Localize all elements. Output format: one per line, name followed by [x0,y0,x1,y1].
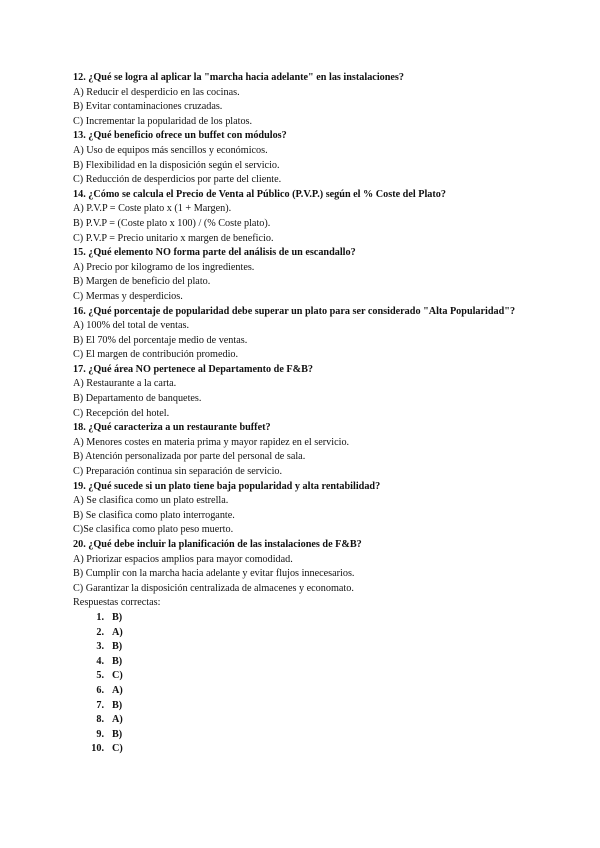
question-block [73,71,533,129]
question-title: 19. ¿Qué sucede si un plato tiene baja popularidad y alta rentabilidad? [73,480,381,492]
answer-option: C) Garantizar la disposición centralizada de almacenes y economato. [73,582,354,594]
answers-title: Respuestas correctas: [73,597,161,609]
answer-key-number: 2. [96,626,104,638]
answer-key-value: B) [112,699,123,711]
answer-option: A) Uso de equipos más sencillos y económicos. [73,144,268,156]
answer-key-item [73,713,533,728]
answer-option: A) Precio por kilogramo de los ingredientes. [73,261,255,273]
answer-option: C) P.V.P = Precio unitario x margen de beneficio. [73,232,274,244]
question-title: 13. ¿Qué beneficio ofrece un buffet con módulos? [73,130,287,142]
question-block [73,188,533,246]
answer-option: A) Priorizar espacios amplios para mayor comodidad. [73,553,293,565]
answer-key-number: 7. [96,699,104,711]
answer-key-item [73,611,533,626]
question-title: 20. ¿Qué debe incluir la planificación de las instalaciones de F&B? [73,539,362,550]
answer-key-value: A) [112,684,123,696]
answer-key-value: C) [112,670,123,682]
answer-key-value: A) [112,714,123,726]
document-page [73,71,533,757]
question-title: 12. ¿Qué se logra al aplicar la "marcha hacia adelante" en las instalaciones? [73,72,404,83]
answer-key-number: 5. [96,670,104,682]
question-title: 18. ¿Qué caracteriza a un restaurante buffet? [73,422,271,434]
answer-key-item [73,684,533,699]
question-block [73,305,533,363]
question-title: 15. ¿Qué elemento NO forma parte del análisis de un escandallo? [73,247,356,259]
answer-key-item [73,655,533,670]
answer-option: A) P.V.P = Coste plato x (1 + Margen). [73,203,232,215]
answer-option: B) El 70% del porcentaje medio de ventas. [73,334,248,346]
answer-option: B) Cumplir con la marcha hacia adelante y evitar flujos innecesarios. [73,568,355,580]
answer-option: C) Preparación continua sin separación de servicio. [73,466,283,478]
answer-key-item [73,640,533,655]
answer-option: C) Reducción de desperdicios por parte del cliente. [73,174,282,186]
answer-option: A) Se clasifica como un plato estrella. [73,495,229,507]
answer-option: C)Se clasifica como plato peso muerto. [73,524,234,536]
answer-key-value: B) [112,655,123,667]
answer-option: B) P.V.P = (Coste plato x 100) / (% Coste plato). [73,217,271,229]
answer-key-number: 4. [96,655,104,667]
question-title: 14. ¿Cómo se calcula el Precio de Venta al Público (P.V.P.) según el % Coste del Plato? [73,188,446,200]
answer-list [73,611,533,757]
answer-option: B) Margen de beneficio del plato. [73,276,211,288]
answer-option: C) Mermas y desperdicios. [73,290,183,302]
question-block [73,246,533,304]
answer-key-value: B) [112,728,123,740]
answer-option: A) 100% del total de ventas. [73,320,189,332]
answer-key-number: 1. [96,611,104,623]
answer-option: B) Atención personalizada por parte del personal de sala. [73,451,306,463]
answer-key-item [73,626,533,641]
answer-key-number: 6. [96,684,104,696]
question-block [73,538,533,596]
answer-option: B) Departamento de banquetes. [73,393,202,405]
answer-key-item [73,699,533,714]
answer-key-number: 8. [96,714,104,726]
answer-key-item [73,669,533,684]
answer-key-value: B) [112,641,123,653]
question-block [73,363,533,421]
answer-key-number: 3. [96,641,104,653]
answer-key-value: C) [112,743,123,755]
answer-key-item [73,742,533,757]
answer-option: A) Restaurante a la carta. [73,378,177,390]
answer-option: B) Evitar contaminaciones cruzadas. [73,101,223,113]
question-list [73,71,533,596]
question-title: 17. ¿Qué área NO pertenece al Departamento de F&B? [73,363,314,375]
answer-option: C) El margen de contribución promedio. [73,349,239,361]
answer-option: C) Recepción del hotel. [73,407,170,419]
answer-key-value: A) [112,626,123,638]
answer-option: A) Menores costes en materia prima y mayor rapidez en el servicio. [73,436,350,448]
answer-key-value: B) [112,611,123,623]
answer-key-item [73,728,533,743]
answer-option: B) Se clasifica como plato interrogante. [73,509,235,521]
answer-key-number: 9. [96,728,104,740]
answer-option: C) Incrementar la popularidad de los platos. [73,115,253,127]
question-block [73,421,533,479]
answer-option: A) Reducir el desperdicio en las cocinas. [73,86,240,98]
answer-key-number: 10. [91,743,104,755]
question-block [73,129,533,187]
question-title: 16. ¿Qué porcentaje de popularidad debe superar un plato para ser considerado "Alta Popularidad"? [73,305,516,317]
question-block [73,480,533,538]
answer-option: B) Flexibilidad en la disposición según el servicio. [73,159,280,171]
